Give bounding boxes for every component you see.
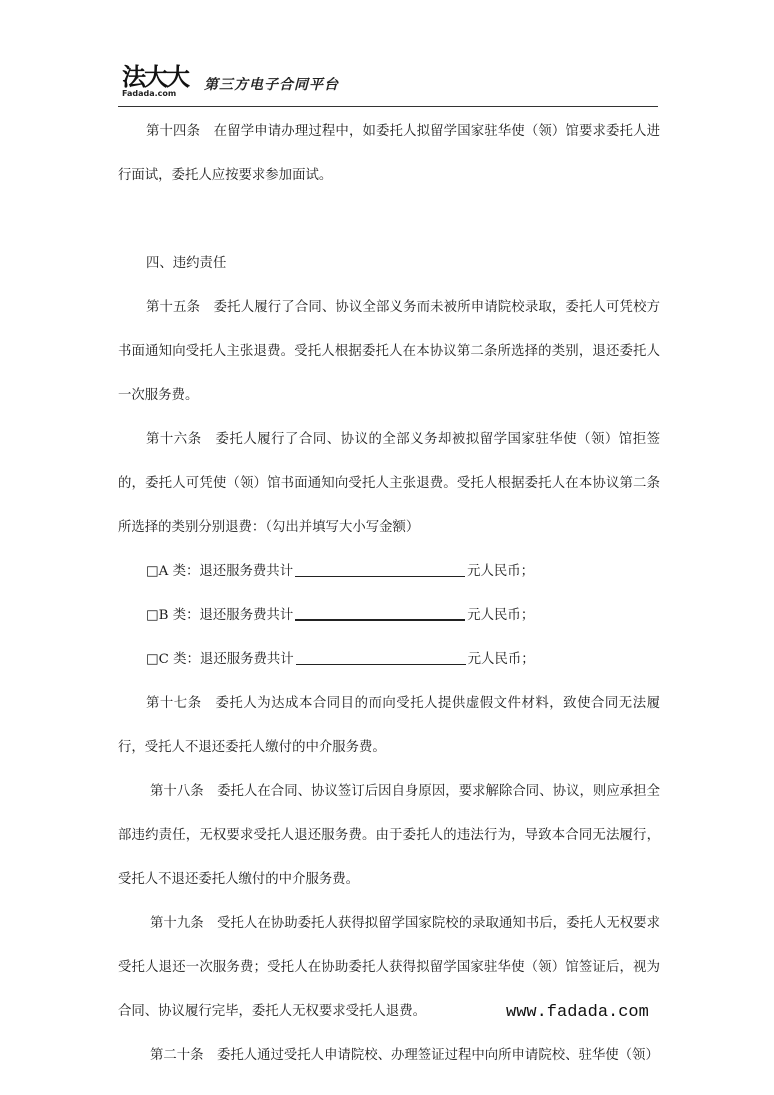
footer-url: www.fadada.com — [506, 1003, 649, 1022]
fadada-logo — [122, 64, 192, 102]
document-body — [118, 110, 660, 1078]
refund-option-a — [118, 550, 660, 594]
article-18: 第十八条 委托人在合同、协议签订后因自身原因，要求解除合同、协议，则应承担全部违约责任，无权要求受托人退还服务费。由于委托人的违法行为，导致本合同无法履行，受托人不退还委托人缴付的中介服务费。 — [118, 784, 660, 887]
option-b-label: □B 类：退还服务费共计 — [146, 608, 294, 623]
article-17: 第十七条 委托人为达成本合同目的而向受托人提供虚假文件材料，致使合同无法履行，受托人不退还委托人缴付的中介服务费。 — [118, 696, 660, 755]
article-14: 第十四条 在留学申请办理过程中，如委托人拟留学国家驻华使（领）馆要求委托人进行面试，委托人应按要求参加面试。 — [118, 124, 660, 183]
article-16: 第十六条 委托人履行了合同、协议的全部义务却被拟留学国家驻华使（领）馆拒签的，委托人可凭使（领）馆书面通知向受托人主张退费。受托人根据委托人在本协议第二条所选择的类别分别退费：（勾出并填写大小写金额） — [118, 432, 660, 535]
option-c-amount-blank — [296, 650, 466, 665]
option-a-suffix: 元人民币； — [467, 564, 535, 579]
option-a-label: □A 类：退还服务费共计 — [146, 564, 294, 579]
refund-option-b — [118, 594, 660, 638]
option-c-label: □C 类：退还服务费共计 — [146, 652, 294, 667]
option-b-amount-blank — [295, 605, 465, 621]
refund-option-c — [118, 638, 660, 682]
header-title: 第三方电子合同平台 — [204, 77, 339, 93]
article-20: 第二十条 委托人通过受托人申请院校、办理签证过程中向所申请院校、驻华使（领） — [150, 1048, 659, 1063]
article-19: 第十九条 受托人在协助委托人获得拟留学国家院校的录取通知书后，委托人无权要求受托人退还一次服务费；受托人在协助委托人获得拟留学国家驻华使（领）馆签证后，视为合同、协议履行完毕，委托人无权要求受托人退费。 — [118, 916, 660, 1019]
option-a-amount-blank — [295, 562, 465, 577]
article-15: 第十五条 委托人履行了合同、协议全部义务而未被所申请院校录取，委托人可凭校方书面通知向受托人主张退费。受托人根据委托人在本协议第二条所选择的类别，退还委托人一次服务费。 — [118, 300, 660, 403]
option-c-suffix: 元人民币； — [467, 652, 535, 667]
section-heading-4: 四、违约责任 — [146, 256, 227, 271]
logo-mark: 法大大 — [122, 63, 188, 91]
page-header — [118, 62, 658, 107]
option-b-suffix: 元人民币； — [467, 608, 535, 623]
paragraph-gap — [118, 198, 660, 242]
logo-subtitle: Fadada.com — [122, 89, 177, 98]
